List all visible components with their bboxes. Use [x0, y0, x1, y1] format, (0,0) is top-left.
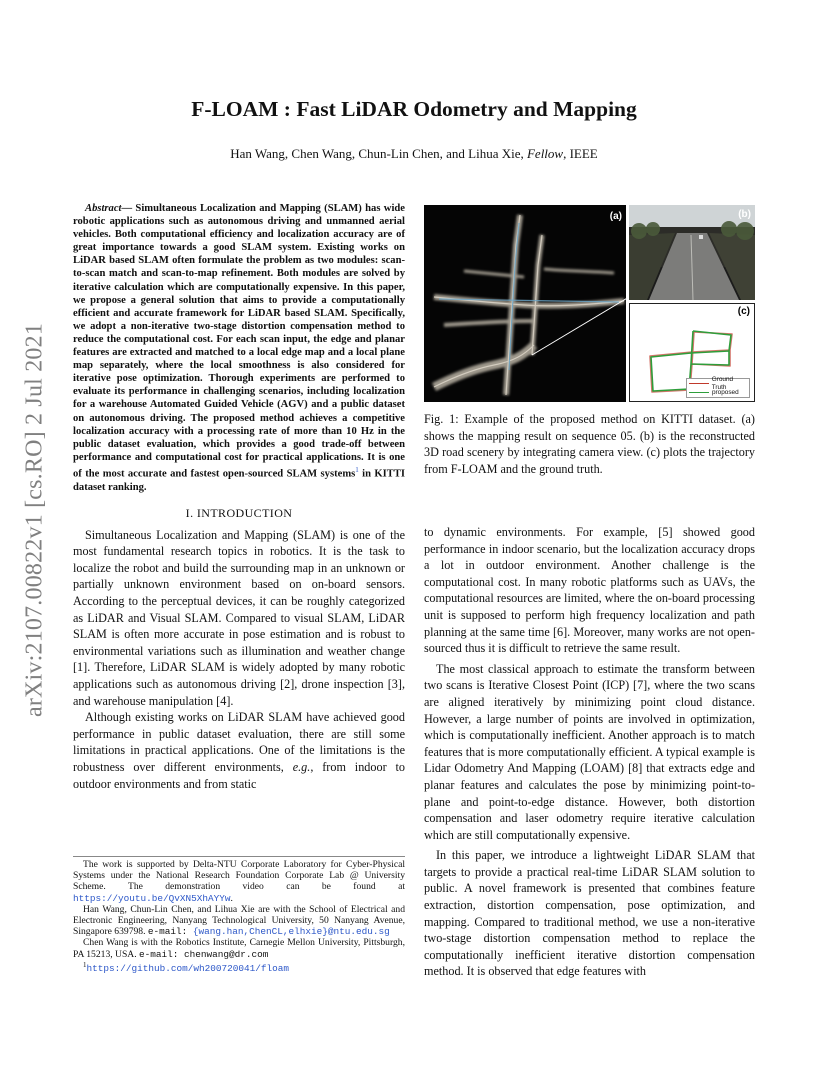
abstract-end: in KITTI dataset ranking.: [73, 468, 406, 493]
right-column-body: [424, 524, 755, 980]
author-list: [0, 146, 828, 162]
author-society: , IEEE: [563, 146, 598, 161]
left-column: [73, 202, 405, 792]
arxiv-identifier-text: arXiv:2107.00822v1 [cs.RO] 2 Jul 2021: [21, 322, 48, 718]
figure-panel-c-trajectory: [629, 303, 755, 402]
intro-p2-end: , from indoor to outdoor environments and from static: [73, 759, 405, 791]
figure-panel-b-road-scene: [629, 205, 755, 300]
footnotes: [73, 856, 405, 974]
section-heading-introduction: I. INTRODUCTION: [185, 505, 293, 520]
footnote-github: [73, 960, 405, 974]
intro-p2-text: Although existing works on LiDAR SLAM have achieved good performance in public dataset evaluation, there are still some limitations in practical applications. One of the limitations is the robustness over different environments,: [73, 710, 405, 774]
legend-swatch-proposed: [689, 392, 709, 394]
author-fellow: Fellow: [526, 146, 564, 161]
right-column-figure: [424, 205, 755, 477]
ntu-email-link[interactable]: {wang.han,ChenCL,elhxie}@ntu.edu.sg: [192, 926, 390, 938]
abstract-text: — Simultaneous Localization and Mapping (SLAM) has wide robotic applications such as autonomous driving and unmanned aerial vehicles. Both computational efficiency and localization accuracy are of great importance towards a good SLAM system. Existing works on LiDAR based SLAM often formulate the problem as two modules: scan-to-scan match and scan-to-map refinement. Both modules are solved by iterative calculation which are computationally expensive. In this paper, we propose a general solution that aims to provide a computationally efficient and accurate framework for LiDAR based SLAM. Specifically, we adopt a non-iterative two-stage distortion compensation method to reduce the computational cost. For each scan input, the edge and planar features are extracted and matched to a local edge map and a local plane map separately, where the local smoothness is also considered for iterative pose optimization. Thorough experiments are performed to evaluate its performance in challenging scenarios, including localization for a warehouse Automated Guided Vehicle (AGV) and a public dataset on autonomous driving. The proposed method achieves a competitive localization accuracy with a processing rate of more than 10 Hz in the public dataset evaluation, which provides a good trade-off between performance and computational cost for practical applications. It is one of the most accurate and fastest open-sourced SLAM systems: [73, 203, 405, 480]
trajectory-legend: [686, 375, 750, 398]
legend-label-proposed: proposed: [712, 388, 739, 396]
panel-label-c: (c): [737, 306, 750, 317]
intro-paragraph-1: Simultaneous Localization and Mapping (SLAM) is one of the most fundamental research topics in robotics. It is the task to localize the robot and build the surrounding map in an unknown or partially unknown environment based on on-board sensors. According to the perceptual devices, it can be roughly categorized as LiDAR and Visual SLAM. Compared to visual SLAM, LiDAR SLAM is often more accurate in pose estimation and is robust to environmental variations such as illumination and weather change [1]. Therefore, LiDAR SLAM is widely adopted by many robotic applications such as autonomous driving [2], drone inspection [3], and warehouse manipulation [4].: [73, 527, 405, 708]
panel-label-b: (b): [738, 209, 751, 220]
footnote-funding-text: The work is supported by Delta-NTU Corporate Laboratory for Cyber-Physical Systems under the National Research Foundation Corporate Lab @ University Scheme. The demonstration video can be found at: [73, 859, 405, 893]
arxiv-identifier: [18, 300, 52, 740]
cmu-email: e-mail: chenwang@dr.com: [139, 948, 269, 960]
legend-label-ground-truth: Ground Truth: [711, 375, 734, 391]
right-paragraph-2: The most classical approach to estimate the transform between two scans is Iterative Closest Point (ICP) [7], where the two scans are aligned iteratively by minimizing point cloud distance. However, a large number of points are involved in optimization, which is computationally inefficient. Another approach is to match features that is more computationally efficient. A typical example is Lidar Odometry And Mapping (LOAM) [8] that extracts edge and planar features and calculates the pose by minimizing point-to-plane and point-to-edge distance. However, both distortion compensation and laser odometry require iterative calculation which are still computationally expensive.: [424, 661, 755, 842]
road-scenery-image: [629, 205, 755, 300]
point-cloud-map-image: [424, 205, 626, 402]
right-paragraph-1: to dynamic environments. For example, [5] showed good performance in indoor scenario, but the localization accuracy drops a lot in outdoor environment. Another challenge is the computational cost. In many robotic platforms such as UAVs, the computational resources are limited, where the on-board processing unit is supposed to perform high frequency localization and path planning at the same time [6]. Moreover, many works are not open-sourced thus it is difficult to retrieve the same result.: [424, 525, 755, 656]
footnote-funding-end: .: [230, 892, 233, 904]
figure-panel-a-mapping: [424, 205, 626, 402]
intro-p2-eg: e.g.: [292, 759, 311, 774]
video-link[interactable]: https://youtu.be/QvXN5XhAYYw: [73, 892, 231, 904]
paper-title: F-LOAM : Fast LiDAR Odometry and Mapping: [191, 97, 637, 121]
footnote-affiliation-cmu: [73, 937, 405, 959]
right-paragraph-3: In this paper, we introduce a lightweight LiDAR SLAM that targets to provide a practical real-time LiDAR SLAM solution to public. A novel framework is presented that combines feature extraction, distortion compensation, pose optimization, and mapping. Compared to traditional method, we use a non-iterative two-stage distortion compensation method to replace the computationally inefficient iterative distortion compensation method. It is observed that edge features with: [424, 848, 755, 979]
abstract: [73, 202, 405, 494]
panel-label-a: (a): [609, 211, 622, 222]
figure-1: [424, 205, 755, 402]
author-names: Han Wang, Chen Wang, Chun-Lin Chen, and Lihua Xie,: [230, 146, 527, 161]
legend-item-ground-truth: [687, 375, 749, 391]
legend-swatch-ground-truth: [689, 383, 709, 385]
abstract-footnote-mark[interactable]: 1: [355, 465, 359, 474]
footnote-ntu-text: Han Wang, Chun-Lin Chen, and Lihua Xie are with the School of Electrical and Electronic Engineering, Nanyang Technological University, 50 Nanyang Avenue, Singapore 639798.: [73, 903, 405, 938]
email-label: e-mail:: [147, 926, 193, 938]
footnote-github-mark: 1: [83, 960, 87, 969]
footnote-funding: [73, 859, 405, 904]
figure-1-caption: Fig. 1: Example of the proposed method on KITTI dataset. (a) shows the mapping result on sequence 05. (b) is the reconstructed 3D road scenery by integrating camera view. (c) plots the trajectory from F-LOAM and the ground truth.: [424, 412, 755, 476]
github-link[interactable]: https://github.com/wh200720041/floam: [86, 963, 290, 975]
footnote-affiliation-ntu: [73, 904, 405, 938]
intro-paragraph-2: [73, 709, 405, 792]
abstract-label: Abstract: [85, 203, 122, 214]
footnote-cmu-text: Chen Wang is with the Robotics Institute, Carnegie Mellon University, Pittsburgh, PA 15213, USA.: [73, 937, 405, 960]
